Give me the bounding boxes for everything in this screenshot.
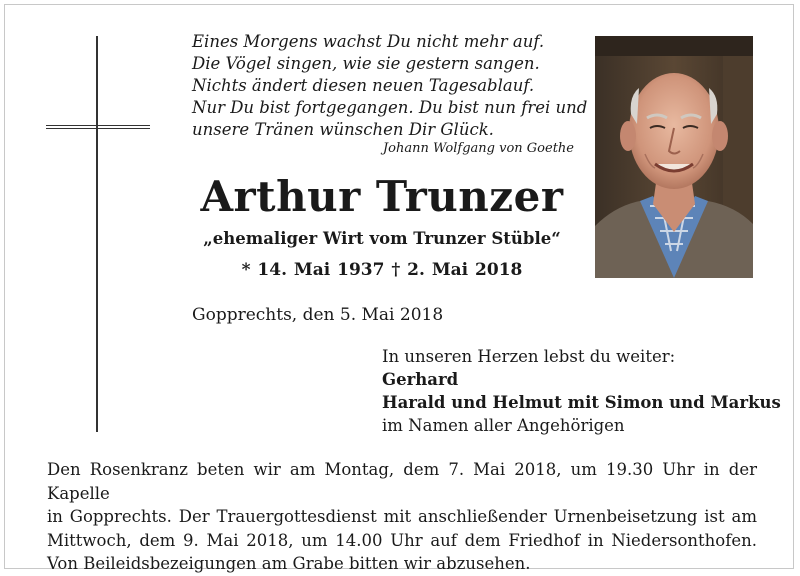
poem — [192, 31, 588, 141]
notice-line: Von Beileidsbezeigungen am Grabe bitten wir abzusehen. — [47, 554, 531, 573]
life-dates: * 14. Mai 1937 † 2. Mai 2018 — [241, 260, 523, 280]
place-date: Gopprechts, den 5. Mai 2018 — [192, 305, 444, 325]
poem-author: Johann Wolfgang von Goethe — [382, 141, 574, 156]
deceased-subtitle: „ehemaliger Wirt vom Trunzer Stüble“ — [203, 229, 561, 248]
notice-line: Mittwoch, dem 9. Mai 2018, um 14.00 Uhr auf dem Friedhof in Niedersonthofen. — [47, 530, 757, 550]
mourners-block — [382, 345, 781, 437]
notice-line: Den Rosenkranz beten wir am Montag, dem 7. Mai 2018, um 19.30 Uhr in der Kapelle — [47, 460, 757, 503]
portrait-photo — [595, 36, 753, 278]
poem-line: Nichts ändert diesen neuen Tagesablauf. — [192, 76, 535, 95]
poem-line: Die Vögel singen, wie sie gestern sangen. — [192, 54, 540, 73]
poem-line: Nur Du bist fortgegangen. Du bist nun frei und — [192, 98, 588, 117]
poem-line: unsere Tränen wünschen Dir Glück. — [192, 120, 494, 139]
mourner-name: Gerhard — [382, 370, 459, 389]
deceased-name: Arthur Trunzer — [200, 172, 564, 221]
poem-line: Eines Morgens wachst Du nicht mehr auf. — [192, 32, 545, 51]
notice-line: in Gopprechts. Der Trauergottesdienst mit anschließender Urnenbeisetzung ist am — [47, 507, 757, 526]
funeral-notice — [47, 458, 757, 576]
mourners-outro: im Namen aller Angehörigen — [382, 416, 625, 435]
mourner-names: Harald und Helmut mit Simon und Markus — [382, 393, 781, 412]
mourners-intro: In unseren Herzen lebst du weiter: — [382, 347, 676, 366]
